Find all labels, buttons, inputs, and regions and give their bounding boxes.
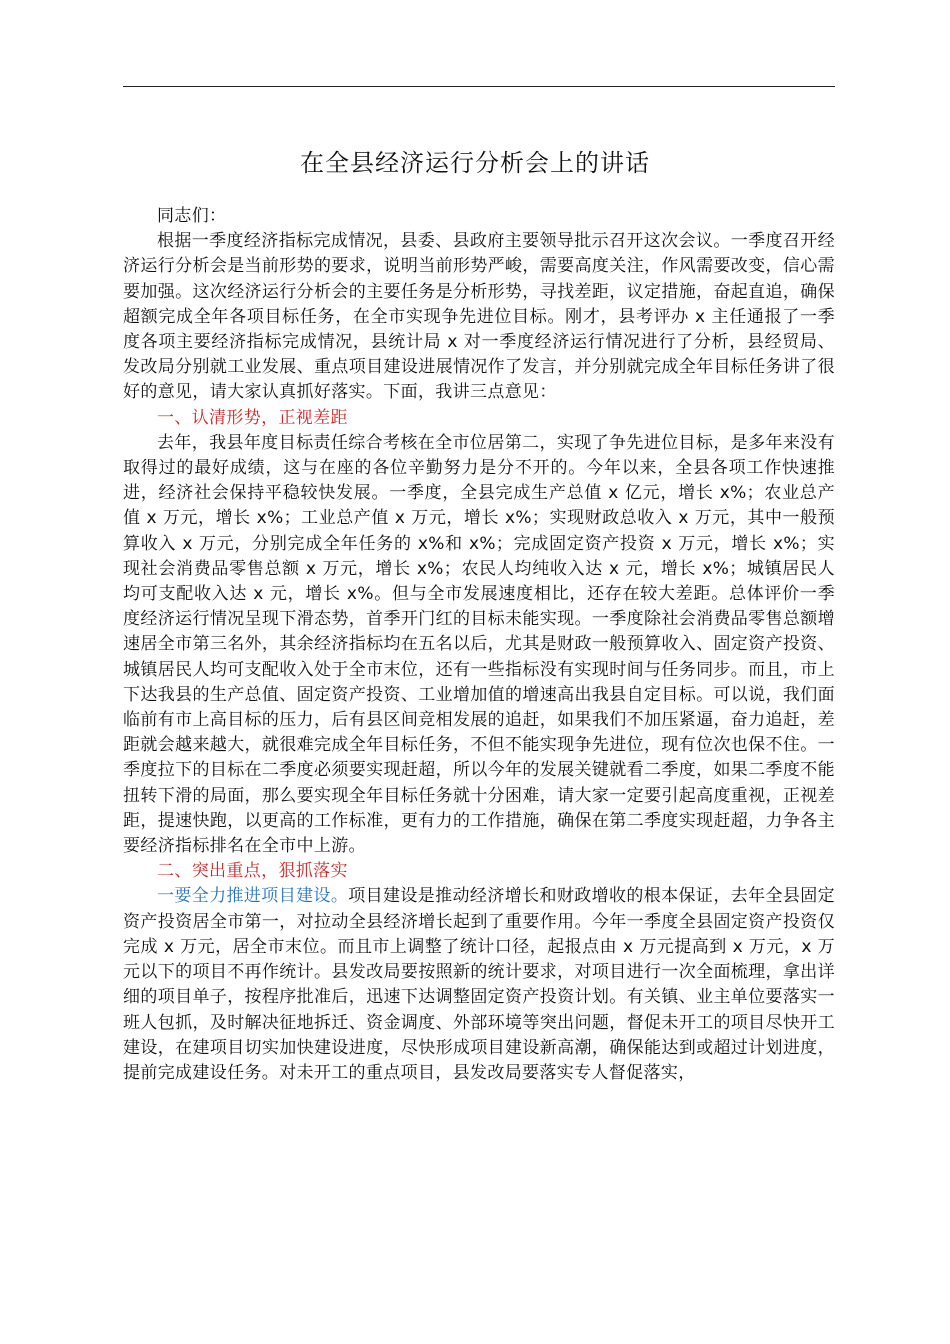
- section-1-paragraph: 去年，我县年度目标责任综合考核在全市位居第二，实现了争先进位目标，是多年来没有取得过的最好成绩，这与在座的各位辛勤努力是分不开的。今年以来，全县各项工作快速推进，经济社会保持平稳较快发展。一季度，全县完成生产总值 x 亿元，增长 x%；农业总产值 x 万元，增长 x%；工业总产值 x 万元，增长 x%；实现财政总收入 x 万元，其中一般预算收入 x 万元，分别完成全年任务的 x%和 x%；完成固定资产投资 x 万元，增长 x%；实现社会消费品零售总额 x 万元，增长 x%；农民人均纯收入达 x 元，增长 x%；城镇居民人均可支配收入达 x 元，增长 x%。但与全市发展速度相比，还存在较大差距。总体评价一季度经济运行情况呈现下滑态势，首季开门红的目标未能实现。一季度除社会消费品零售总额增速居全市第三名外，其余经济指标均在五名以后，尤其是财政一般预算收入、固定资产投资、城镇居民人均可支配收入处于全市末位，还有一些指标没有实现时间与任务同步。而且，市上下达我县的生产总值、固定资产投资、工业增加值的增速高出我县自定目标。可以说，我们面临前有市上高目标的压力，后有县区间竞相发展的追赶，如果我们不加压紧逼，奋力追赶，差距就会越来越大，就很难完成全年目标任务，不但不能实现争先进位，现有位次也保不住。一季度拉下的目标在二季度必须要实现赶超，所以今年的发展关键就看二季度，如果二季度不能扭转下滑的局面，那么要实现全年目标任务就十分困难，请大家一定要引起高度重视，正视差距，提速快跑，以更高的工作标准，更有力的工作措施，确保在第二季度实现赶超，力争各主要经济指标排名在全市中上游。: [123, 432, 835, 857]
- section-2-paragraph: [123, 884, 835, 1086]
- section-heading-2: 二、突出重点，狠抓落实: [157, 861, 348, 882]
- document-body: [123, 204, 835, 1086]
- document-title: 在全县经济运行分析会上的讲话: [300, 149, 650, 177]
- intro-paragraph: 根据一季度经济指标完成情况，县委、县政府主要领导批示召开这次会议。一季度召开经济运行分析会是当前形势的要求，说明当前形势严峻，需要高度关注，作风需要改变，信心需要加强。这次经济运行分析会的主要任务是分析形势，寻找差距，议定措施，奋起直追，确保超额完成全年各项目标任务，在全市实现争先进位目标。刚才，县考评办 x 主任通报了一季度各项主要经济指标完成情况，县统计局 x 对一季度经济运行情况进行了分析，县经贸局、发改局分别就工业发展、重点项目建设进展情况作了发言，并分别就完成全年目标任务讲了很好的意见，请大家认真抓好落实。下面，我讲三点意见：: [123, 231, 835, 403]
- header-rule: [123, 86, 835, 87]
- section-2-text: 项目建设是推动经济增长和财政增收的根本保证，去年全县固定资产投资居全市第一，对拉动全县经济增长起到了重要作用。今年一季度全县固定资产投资仅完成 x 万元，居全市末位。而且市上调整了统计口径，起报点由 x 万元提高到 x 万元，x 万元以下的项目不再作统计。县发改局要按照新的统计要求，对项目进行一次全面梳理，拿出详细的项目单子，按程序批准后，迅速下达调整固定资产投资计划。有关镇、业主单位要落实一班人包抓，及时解决征地拆迁、资金调度、外部环境等突出问题，督促未开工的项目尽快开工建设，在建项目切实加快建设进度，尽快形成项目建设新高潮，确保能达到或超过计划进度，提前完成建设任务。对未开工的重点项目，县发改局要落实专人督促落实，: [123, 886, 835, 1083]
- section-heading-1: 一、认清形势，正视差距: [157, 407, 348, 428]
- salutation: 同志们：: [157, 206, 227, 226]
- section-2-lead: 一要全力推进项目建设。: [157, 886, 349, 907]
